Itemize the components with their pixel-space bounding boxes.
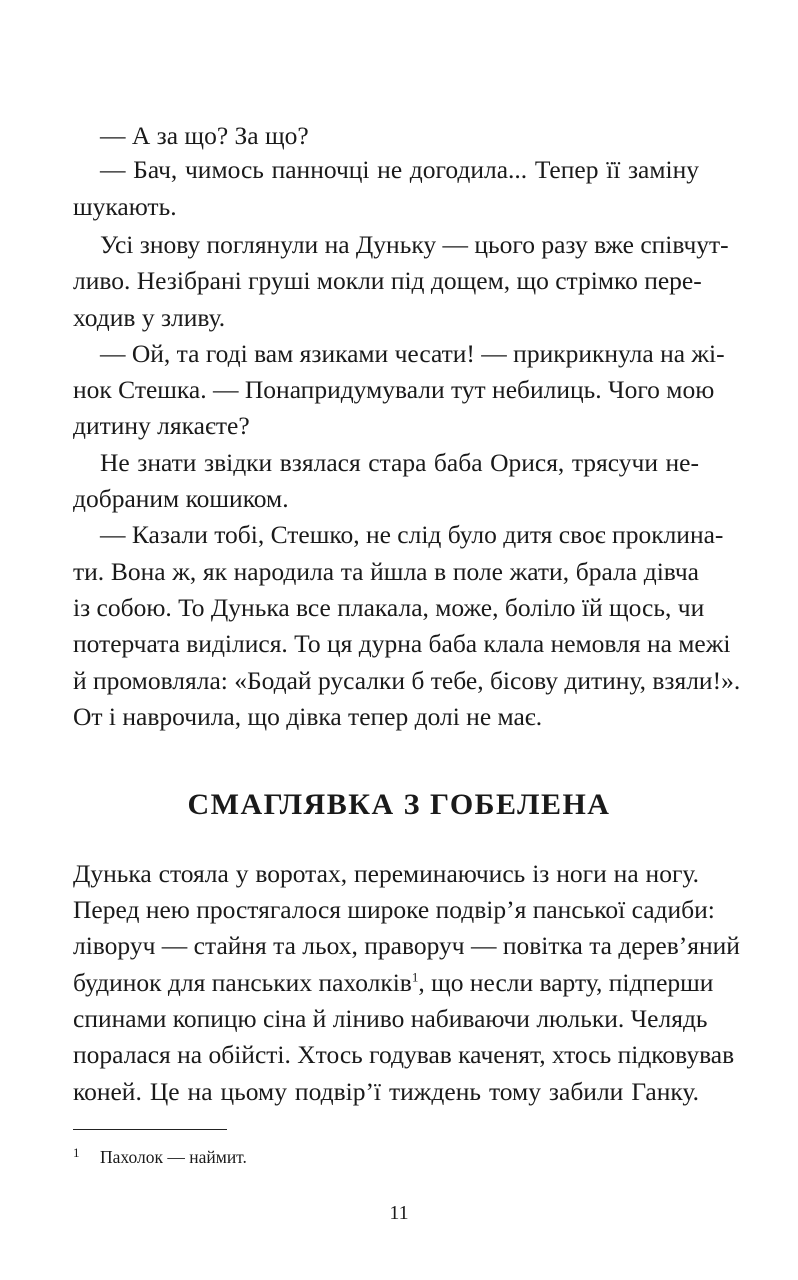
footnote-divider (73, 1129, 227, 1130)
footnote-mark: 1 (73, 1145, 80, 1160)
text-line: й промовляла: «Бодай русалки б тебе, бісову дитину, взяли!». (73, 666, 741, 695)
text-line: Дунька стояла у воротах, переминаючись із ноги на ногу. (73, 859, 699, 888)
page-number: 11 (389, 1202, 409, 1224)
section-heading: СМАГЛЯВКА З ГОБЕЛЕНА (187, 788, 611, 821)
text-line: дитину лякаєте? (73, 411, 250, 440)
dialogue-line: — Ой, та годі вам язиками чесати! — прикрикнула на жі- (100, 339, 725, 368)
dialogue-line: — Бач, чимось панночці не догодила... Тепер її заміну (100, 155, 699, 184)
text-line: спинами копицю сіна й ліниво набиваючи люльки. Челядь (73, 1004, 708, 1033)
text-line: коней. Це на цьому подвір’ї тиждень тому забили Ганку. (73, 1077, 699, 1106)
text-line: ти. Вона ж, як народила та йшла в поле жати, брала дівча (73, 557, 699, 586)
text-line: із собою. То Дунька все плакала, може, боліло їй щось, чи (73, 593, 705, 622)
text-line (73, 967, 714, 999)
text-fragment: , що несли варту, підперши (418, 968, 714, 997)
text-line: ліворуч — стайня та льох, праворуч — повітка та дерев’яний (73, 931, 740, 960)
paragraph-line: Не знати звідки взялася стара баба Орися, трясучи не- (100, 448, 699, 477)
text-line: потерчата виділися. То ця дурна баба клала немовля на межі (73, 629, 731, 658)
text-line: поралася на обійсті. Хтось годував каченят, хтось підковував (73, 1040, 735, 1069)
text-line: ходив у зливу. (73, 303, 226, 332)
text-line: Перед нею простягалося широке подвір’я панської садиби: (73, 895, 715, 924)
text-line: От і наврочила, що дівка тепер долі не має. (73, 702, 543, 731)
dialogue-line: — Казали тобі, Стешко, не слід було дитя своє проклина- (100, 520, 724, 549)
text-fragment: будинок для панських пахолків (73, 968, 412, 997)
footnote-reference[interactable]: 1 (411, 969, 419, 985)
text-line: нок Стешка. — Понапридумували тут небилиць. Чого мою (73, 375, 715, 404)
text-line: ливо. Незібрані груші мокли під дощем, що стрімко пере- (73, 266, 702, 295)
footnote-text: Пахолок — наймит. (100, 1147, 247, 1167)
text-line: шукають. (73, 192, 177, 221)
text-line: добраним кошиком. (73, 484, 289, 513)
paragraph-line: Усі знову поглянули на Дуньку — цього разу вже співчут- (100, 230, 729, 259)
dialogue-line: — А за що? За що? (100, 121, 309, 150)
